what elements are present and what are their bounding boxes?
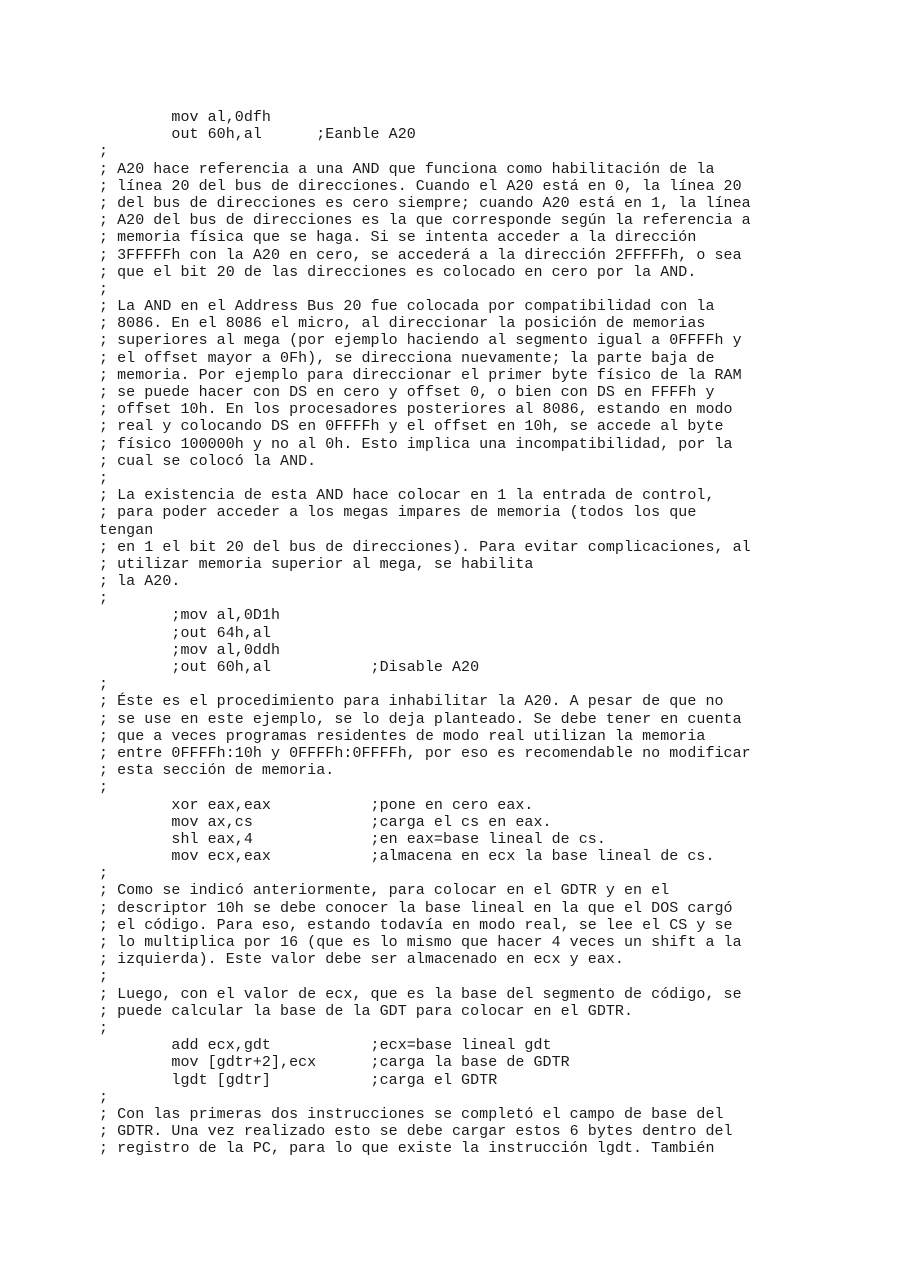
code-line: shl eax,4 ;en eax=base lineal de cs. [99,830,606,848]
code-line: tengan [99,521,154,539]
code-line: ; el offset mayor a 0Fh), se direcciona nuevamente; la parte baja de [99,349,715,367]
code-line: ; para poder acceder a los megas impares de memoria (todos los que [99,504,697,522]
code-line: ; cual se colocó la AND. [99,452,317,470]
code-line: ; [99,1019,109,1037]
code-line: ; puede calcular la base de la GDT para colocar en el GDTR. [99,1002,634,1020]
code-line: ; izquierda). Este valor debe ser almacenado en ecx y eax. [99,951,624,969]
code-line: ; 8086. En el 8086 el micro, al direccionar la posición de memorias [99,315,706,333]
code-line: ; La existencia de esta AND hace colocar en 1 la entrada de control, [99,487,715,505]
code-line: ; registro de la PC, para lo que existe la instrucción lgdt. También [99,1140,715,1158]
code-line: ; memoria física que se haga. Si se intenta acceder a la dirección [99,229,697,247]
code-line: ; real y colocando DS en 0FFFFh y el offset en 10h, se accede al byte [99,418,724,436]
code-line: ; A20 del bus de direcciones es la que corresponde según la referencia a [99,212,751,230]
code-line: ; utilizar memoria superior al mega, se habilita [99,555,534,573]
code-line: ;mov al,0ddh [99,641,281,659]
code-line: ; que el bit 20 de las direcciones es colocado en cero por la AND. [99,263,697,281]
code-line: ; 3FFFFFh con la A20 en cero, se accederá a la dirección 2FFFFFh, o sea [99,246,742,264]
code-line: ; offset 10h. En los procesadores posteriores al 8086, estando en modo [99,401,733,419]
code-line: ; Como se indicó anteriormente, para colocar en el GDTR y en el [99,882,670,900]
code-line: ; La AND en el Address Bus 20 fue colocada por compatibilidad con la [99,298,715,316]
code-line: ; [99,280,109,298]
code-line: ; Con las primeras dos instrucciones se completó el campo de base del [99,1105,724,1123]
code-line: ; [99,1088,109,1106]
code-line: ; lo multiplica por 16 (que es lo mismo que hacer 4 veces un shift a la [99,934,742,951]
code-line: ;out 64h,al [99,624,271,642]
code-line: mov al,0dfh [99,109,271,126]
code-line: mov [gdtr+2],ecx ;carga la base de GDTR [99,1054,570,1072]
code-line: ; línea 20 del bus de direcciones. Cuando el A20 está en 0, la línea 20 [99,177,742,195]
code-line: ; entre 0FFFFh:10h y 0FFFFh:0FFFFh, por eso es recomendable no modificar [99,744,751,762]
code-line: ; se use en este ejemplo, se lo deja planteado. Se debe tener en cuenta [99,710,742,728]
code-line: xor eax,eax ;pone en cero eax. [99,796,534,814]
code-line: ; [99,590,109,608]
code-line: ; el código. Para eso, estando todavía en modo real, se lee el CS y se [99,916,733,934]
code-line: ; [99,865,109,883]
code-line: ;mov al,0D1h [99,607,281,625]
code-line: ; en 1 el bit 20 del bus de direcciones). Para evitar complicaciones, al [99,538,751,556]
code-line: ; que a veces programas residentes de modo real utilizan la memoria [99,727,706,745]
code-line: ; Luego, con el valor de ecx, que es la base del segmento de código, se [99,985,742,1003]
code-line: ; esta sección de memoria. [99,762,335,780]
code-line: ; [99,968,109,986]
code-line: ; se puede hacer con DS en cero y offset 0, o bien con DS en FFFFh y [99,384,715,401]
code-line: ; Éste es el procedimiento para inhabilitar la A20. A pesar de que no [99,693,724,711]
document-page [99,109,751,1157]
code-line: ; [99,469,109,487]
code-line: lgdt [gdtr] ;carga el GDTR [99,1071,498,1089]
code-line: ; superiores al mega (por ejemplo haciendo al segmento igual a 0FFFFh y [99,332,742,350]
code-line: mov ax,cs ;carga el cs en eax. [99,813,552,831]
code-line: mov ecx,eax ;almacena en ecx la base lineal de cs. [99,848,715,866]
code-line: ; [99,676,109,694]
code-line: ; memoria. Por ejemplo para direccionar el primer byte físico de la RAM [99,366,742,384]
code-line: add ecx,gdt ;ecx=base lineal gdt [99,1037,552,1055]
code-line: ; descriptor 10h se debe conocer la base lineal en la que el DOS cargó [99,899,733,917]
code-line: ; [99,779,109,797]
code-line: ;out 60h,al ;Disable A20 [99,659,480,676]
code-line: ; la A20. [99,573,181,591]
code-line: out 60h,al ;Eanble A20 [99,126,416,144]
code-line: ; GDTR. Una vez realizado esto se debe cargar estos 6 bytes dentro del [99,1123,733,1141]
code-line: ; A20 hace referencia a una AND que funciona como habilitación de la [99,160,715,178]
code-line: ; físico 100000h y no al 0h. Esto implica una incompatibilidad, por la [99,435,733,453]
code-line: ; [99,143,109,161]
code-line: ; del bus de direcciones es cero siempre; cuando A20 está en 1, la línea [99,194,751,212]
